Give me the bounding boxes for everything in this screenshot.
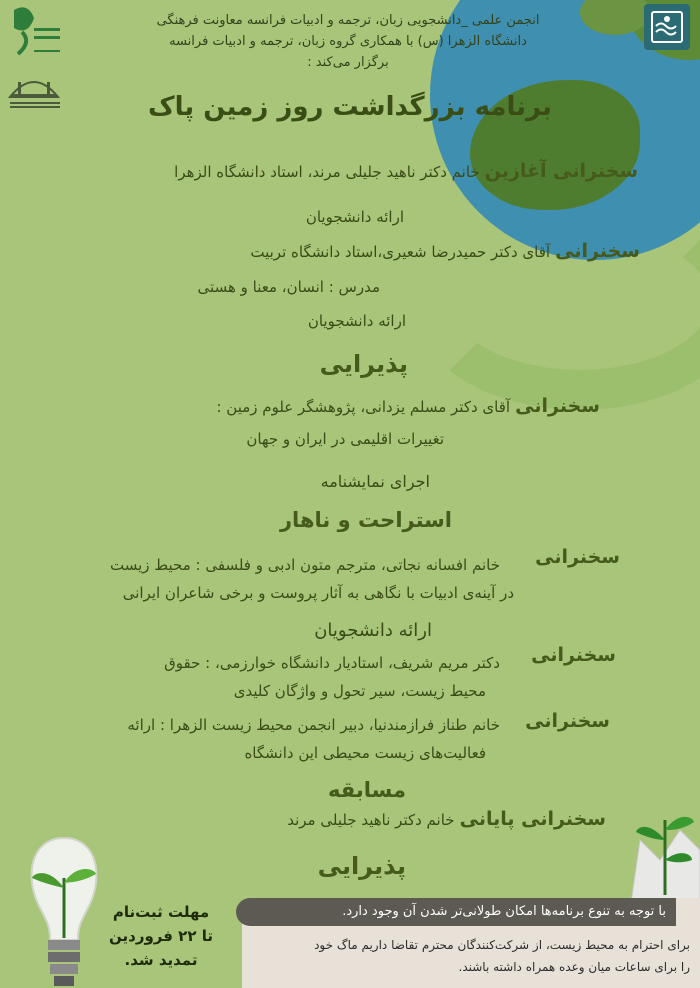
item-label: سخنرانی آغازین (484, 160, 638, 182)
program-item-speech-2 (250, 240, 640, 262)
deadline-line-2: تا ۲۲ فروردین (109, 927, 213, 945)
student-presentation-1: ارائه دانشجویان (305, 208, 404, 226)
student-presentation-3: ارائه دانشجویان (314, 620, 432, 641)
decorative-swoosh (410, 190, 700, 410)
break-lunch: استراحت و ناهار (279, 508, 452, 532)
student-presentation-2: ارائه دانشجویان (307, 312, 406, 330)
plant-in-paper-illustration (620, 800, 700, 910)
item-text-cont: فعالیت‌های زیست محیطی این دانشگاه (244, 744, 486, 762)
item-label: سخنرانی (515, 395, 600, 417)
item-text: آقای دکتر حمیدرضا شعیری،استاد دانشگاه تربیت (250, 243, 551, 261)
item-text: دکتر مریم شریف، استادیار دانشگاه خوارزمی، : حقوق (164, 654, 500, 672)
notice-mug (250, 934, 690, 978)
registration-deadline (96, 900, 226, 972)
header-line-3: برگزار می‌کند : (307, 55, 389, 70)
item-text: خانم طناز فرازمندنیا، دبیر انجمن محیط زیست الزهرا : ارائه (127, 716, 500, 734)
program-item-closing (287, 808, 606, 830)
program-item-speech-3 (216, 395, 600, 417)
deadline-line-1: مهلت ثبت‌نام (112, 903, 210, 921)
program-item-speech-6 (525, 710, 610, 732)
item-label: سخنرانی (531, 644, 616, 666)
program-item-speech-5 (531, 644, 616, 666)
item-text: خانم افسانه نجاتی، مترجم متون ادبی و فلسفی : محیط زیست (110, 556, 500, 574)
item-text: خانم دکتر ناهید جلیلی مرند (287, 811, 455, 829)
item-label: سخنرانی پایانی (459, 808, 606, 830)
item-label: سخنرانی (535, 546, 620, 568)
reception-1: پذیرایی (319, 350, 408, 378)
lightbulb-plant-illustration (20, 828, 108, 988)
play-performance: اجرای نمایشنامه (320, 472, 430, 491)
deadline-line-3: تمدید شد. (124, 951, 198, 969)
item-text: خانم دکتر ناهید جلیلی مرند، استاد دانشگاه الزهرا (174, 163, 480, 181)
page-title: برنامه بزرگداشت روز زمین پاک (148, 92, 552, 122)
notice-mug-line-1: برای احترام به محیط زیست، از شرکت‌کنندگان محترم تقاضا داریم ماگ خود (314, 938, 690, 952)
item-text-cont: محیط زیست، سیر تحول و واژگان کلیدی (233, 682, 486, 700)
notice-duration: با توجه به تنوع برنامه‌ها امکان طولانی‌تر شدن آن وجود دارد. (236, 898, 676, 926)
item-text-cont: در آینه‌ی ادبیات با نگاهی به آثار پروست و برخی شاعران ایرانی (122, 584, 514, 602)
program-item-opening (174, 160, 638, 182)
notice-mug-line-2: را برای ساعات میان وعده همراه داشته باشند. (458, 960, 690, 974)
item-text: آقای دکتر مسلم یزدانی، پژوهشگر علوم زمین : (216, 398, 511, 416)
header-line-2: دانشگاه الزهرا (س) با همکاری گروه زبان، ترجمه و ادبیات فرانسه (169, 34, 527, 49)
item-text-cont: تغییرات اقلیمی در ایران و جهان (246, 430, 444, 448)
item-label: سخنرانی (555, 240, 640, 262)
item-text-cont: مدرس : انسان، معنا و هستی (197, 278, 380, 296)
program-item-speech-4 (535, 546, 620, 568)
header-line-1: انجمن علمی _دانشجویی زبان، ترجمه و ادبیات فرانسه معاونت فرهنگی (156, 13, 540, 28)
reception-2: پذیرایی (317, 852, 406, 880)
organizer-header (68, 10, 628, 73)
item-label: سخنرانی (525, 710, 610, 732)
contest: مسابقه (328, 778, 406, 802)
association-logo (644, 4, 690, 50)
